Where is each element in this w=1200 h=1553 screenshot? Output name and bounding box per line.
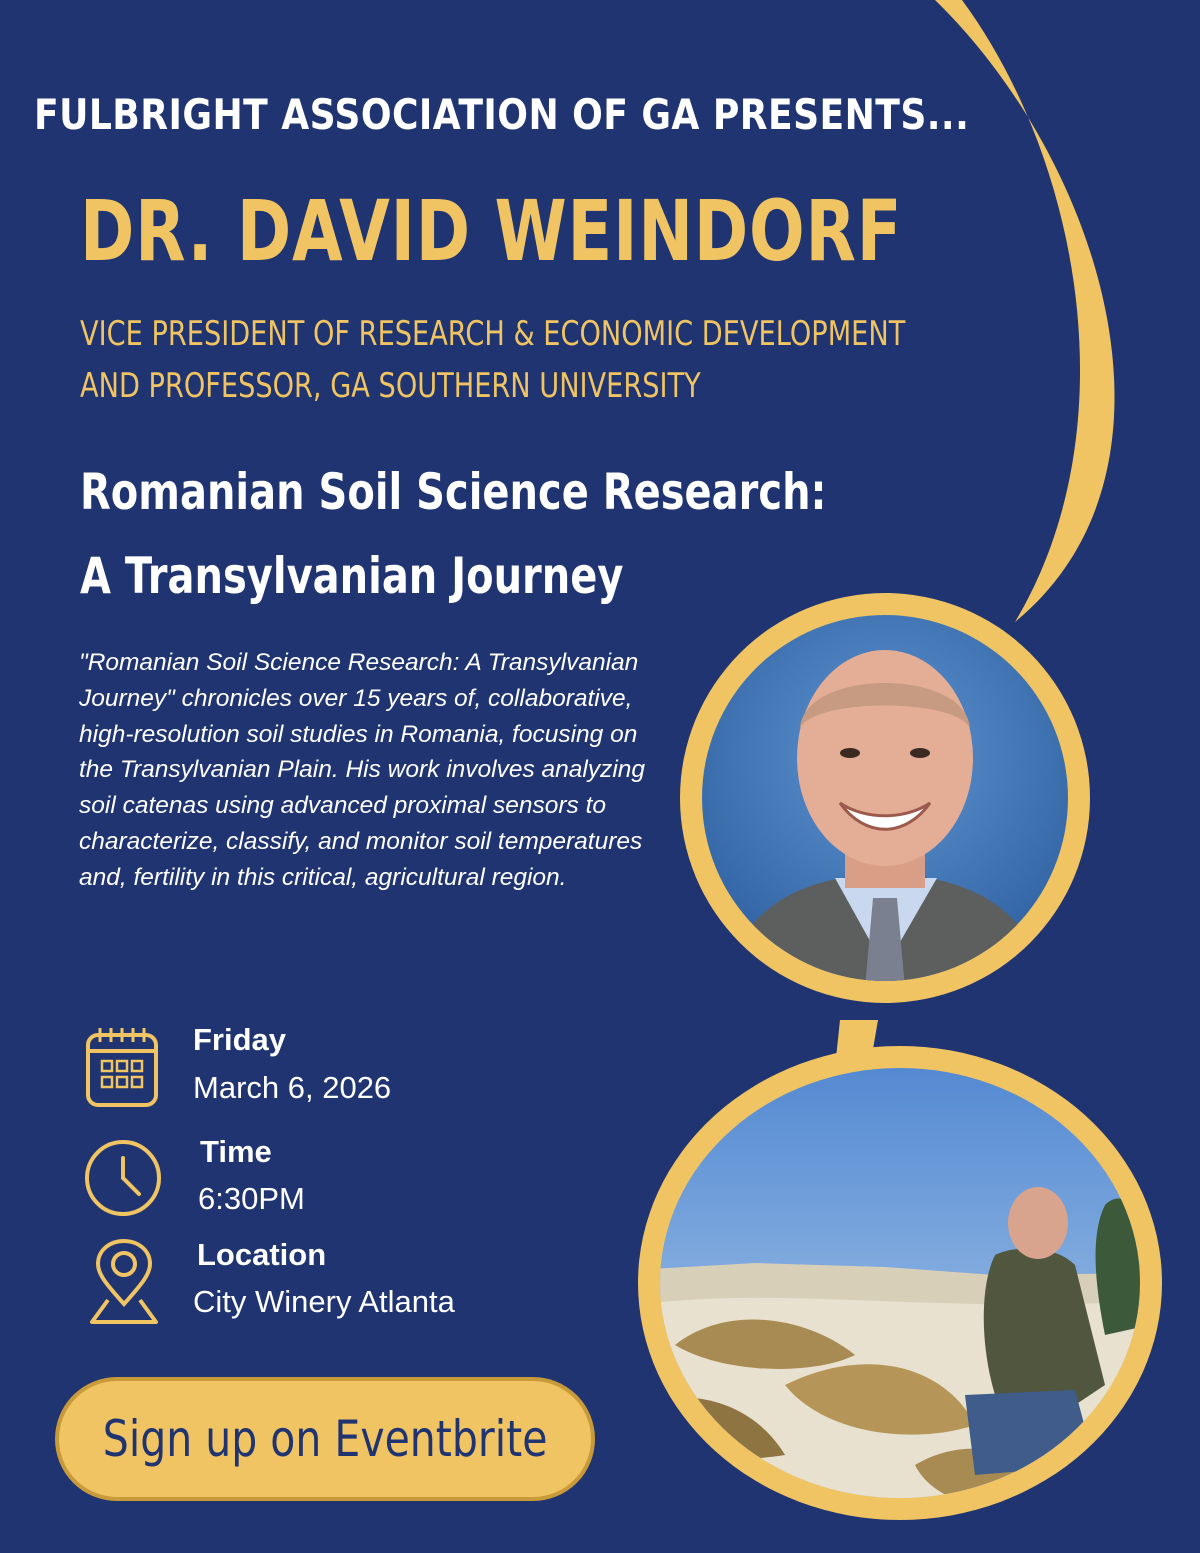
field-research-photo: [635, 1045, 1165, 1525]
location-label: Location: [197, 1237, 327, 1272]
location-pin-icon: [86, 1238, 162, 1330]
signup-button-label: Sign up on Eventbrite: [102, 1410, 548, 1468]
time-value: 6:30PM: [198, 1181, 305, 1216]
date-label: Friday: [193, 1022, 287, 1057]
date-value: March 6, 2026: [193, 1070, 392, 1105]
talk-title-line-2: A Transylvanian Journey: [80, 547, 624, 605]
speaker-title-line-1: VICE PRESIDENT OF RESEARCH & ECONOMIC DEVELOPMENT: [80, 314, 906, 354]
calendar-icon: [85, 1025, 159, 1109]
talk-description: "Romanian Soil Science Research: A Transylvanian Journey" chronicles over 15 years of, collaborative, high-resolution soil studies in Romania, focusing on the Transylvanian Plain. His work involves analyzing soil catenas using advanced proximal sensors to characterize, classify, and monitor soil temperatures and, fertility in this critical, agricultural region.: [79, 649, 646, 891]
time-label: Time: [200, 1134, 272, 1169]
speaker-name: DR. DAVID WEINDORF: [80, 182, 903, 280]
presenter-heading: FULBRIGHT ASSOCIATION OF GA PRESENTS...: [34, 90, 970, 139]
location-value: City Winery Atlanta: [193, 1284, 455, 1319]
talk-title-line-1: Romanian Soil Science Research:: [80, 463, 827, 521]
signup-eventbrite-button[interactable]: [55, 1377, 595, 1501]
speaker-title: [80, 308, 905, 412]
speaker-title-line-2: AND PROFESSOR, GA SOUTHERN UNIVERSITY: [80, 366, 701, 406]
clock-icon: [83, 1138, 163, 1218]
speaker-portrait-photo: [675, 588, 1095, 1008]
